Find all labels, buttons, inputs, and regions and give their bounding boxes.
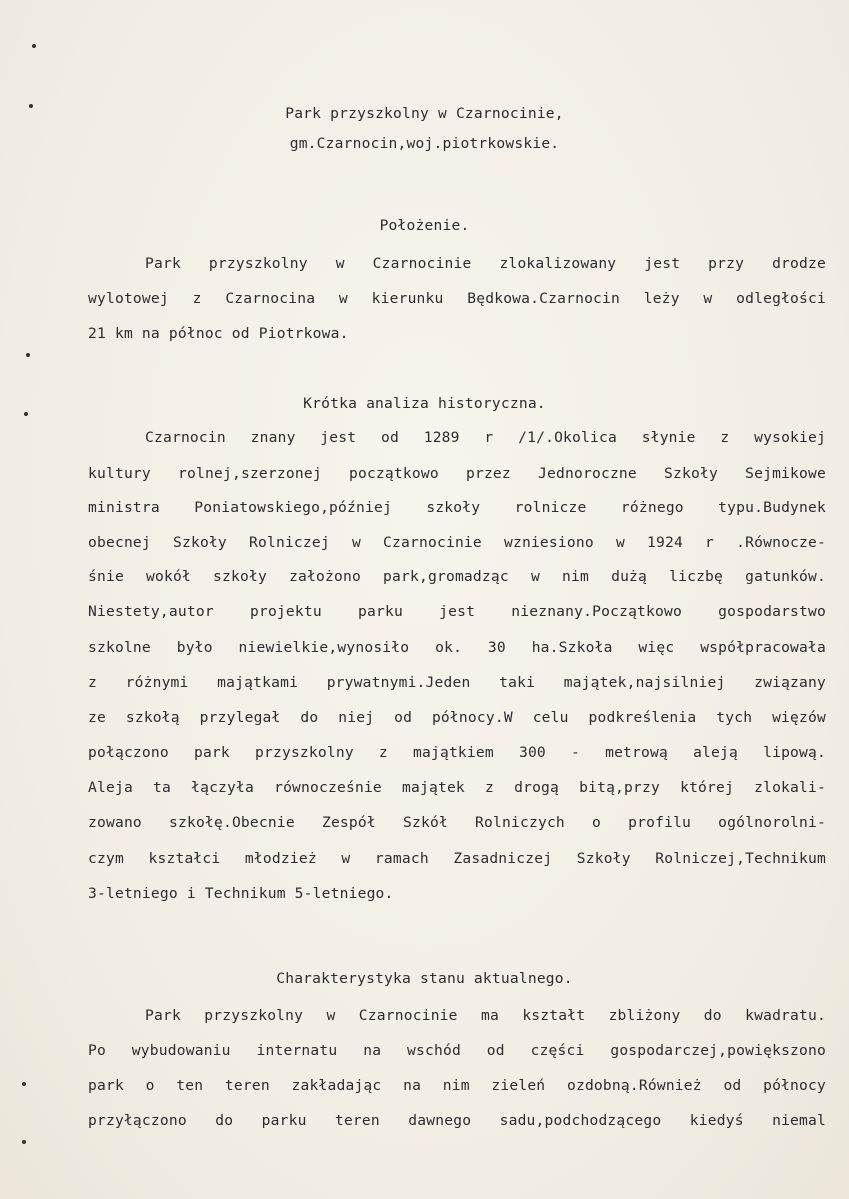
punch-hole-mark (32, 44, 36, 48)
paragraph-line: 3-letniego i Technikum 5-letniego. (88, 885, 394, 902)
document-title-line-2: gm.Czarnocin,woj.piotrkowskie. (289, 135, 560, 152)
paragraph-line: park o ten teren zakładając na nim zieleń ozdobną.Również od północy (88, 1077, 826, 1094)
paragraph-line: obecnej Szkoły Rolniczej w Czarnocinie wzniesiono w 1924 r .Równocze- (88, 534, 826, 551)
section-heading-location: Położenie. (379, 217, 470, 234)
section-heading-current-state: Charakterystyka stanu aktualnego. (276, 970, 573, 987)
paragraph-line: czym kształci młodzież w ramach Zasadniczej Szkoły Rolniczej,Technikum (88, 850, 826, 867)
paragraph-line: Park przyszkolny w Czarnocinie ma kształt zbliżony do kwadratu. (145, 1007, 826, 1024)
punch-hole-mark (22, 1082, 26, 1086)
punch-hole-mark (26, 353, 30, 357)
paragraph-line: szkolne było niewielkie,wynosiło ok. 30 ha.Szkoła więc współpracowała (88, 639, 826, 656)
paragraph-line: zowano szkołę.Obecnie Zespół Szkół Rolniczych o profilu ogólnorolni- (88, 814, 826, 831)
paragraph-line: Park przyszkolny w Czarnocinie zlokalizowany jest przy drodze (145, 255, 826, 272)
paragraph-line: przyłączono do parku teren dawnego sadu,podchodzącego kiedyś niemal (88, 1112, 826, 1129)
paragraph-line: połączono park przyszkolny z majątkiem 300 - metrową aleją lipową. (88, 744, 826, 761)
paragraph-line: 21 km na północ od Piotrkowa. (88, 325, 349, 342)
paragraph-line: Aleja ta łączyła równocześnie majątek z drogą bitą,przy której zlokali- (88, 779, 826, 796)
paragraph-line: śnie wokół szkoły założono park,gromadząc w nim dużą liczbę gatunków. (88, 568, 826, 585)
paragraph-line: z różnymi majątkami prywatnymi.Jeden taki majątek,najsilniej związany (88, 674, 826, 691)
punch-hole-mark (22, 1140, 26, 1144)
paragraph-line: Czarnocin znany jest od 1289 r /1/.Okolica słynie z wysokiej (145, 429, 826, 446)
paragraph-line: ze szkołą przylegał do niej od północy.W celu podkreślenia tych więzów (88, 709, 826, 726)
paragraph-line: kultury rolnej,szerzonej początkowo przez Jednoroczne Szkoły Sejmikowe (88, 465, 826, 482)
paragraph-line: ministra Poniatowskiego,później szkoły rolnicze różnego typu.Budynek (88, 499, 826, 516)
document-title-line-1: Park przyszkolny w Czarnocinie, (285, 105, 564, 122)
punch-hole-mark (24, 412, 28, 416)
paragraph-line: wylotowej z Czarnocina w kierunku Będkowa.Czarnocin leży w odległości (88, 290, 826, 307)
section-heading-history: Krótka analiza historyczna. (303, 395, 546, 412)
paragraph-line: Niestety,autor projektu parku jest nieznany.Początkowo gospodarstwo (88, 603, 826, 620)
paragraph-line: Po wybudowaniu internatu na wschód od części gospodarczej,powiększono (88, 1042, 826, 1059)
